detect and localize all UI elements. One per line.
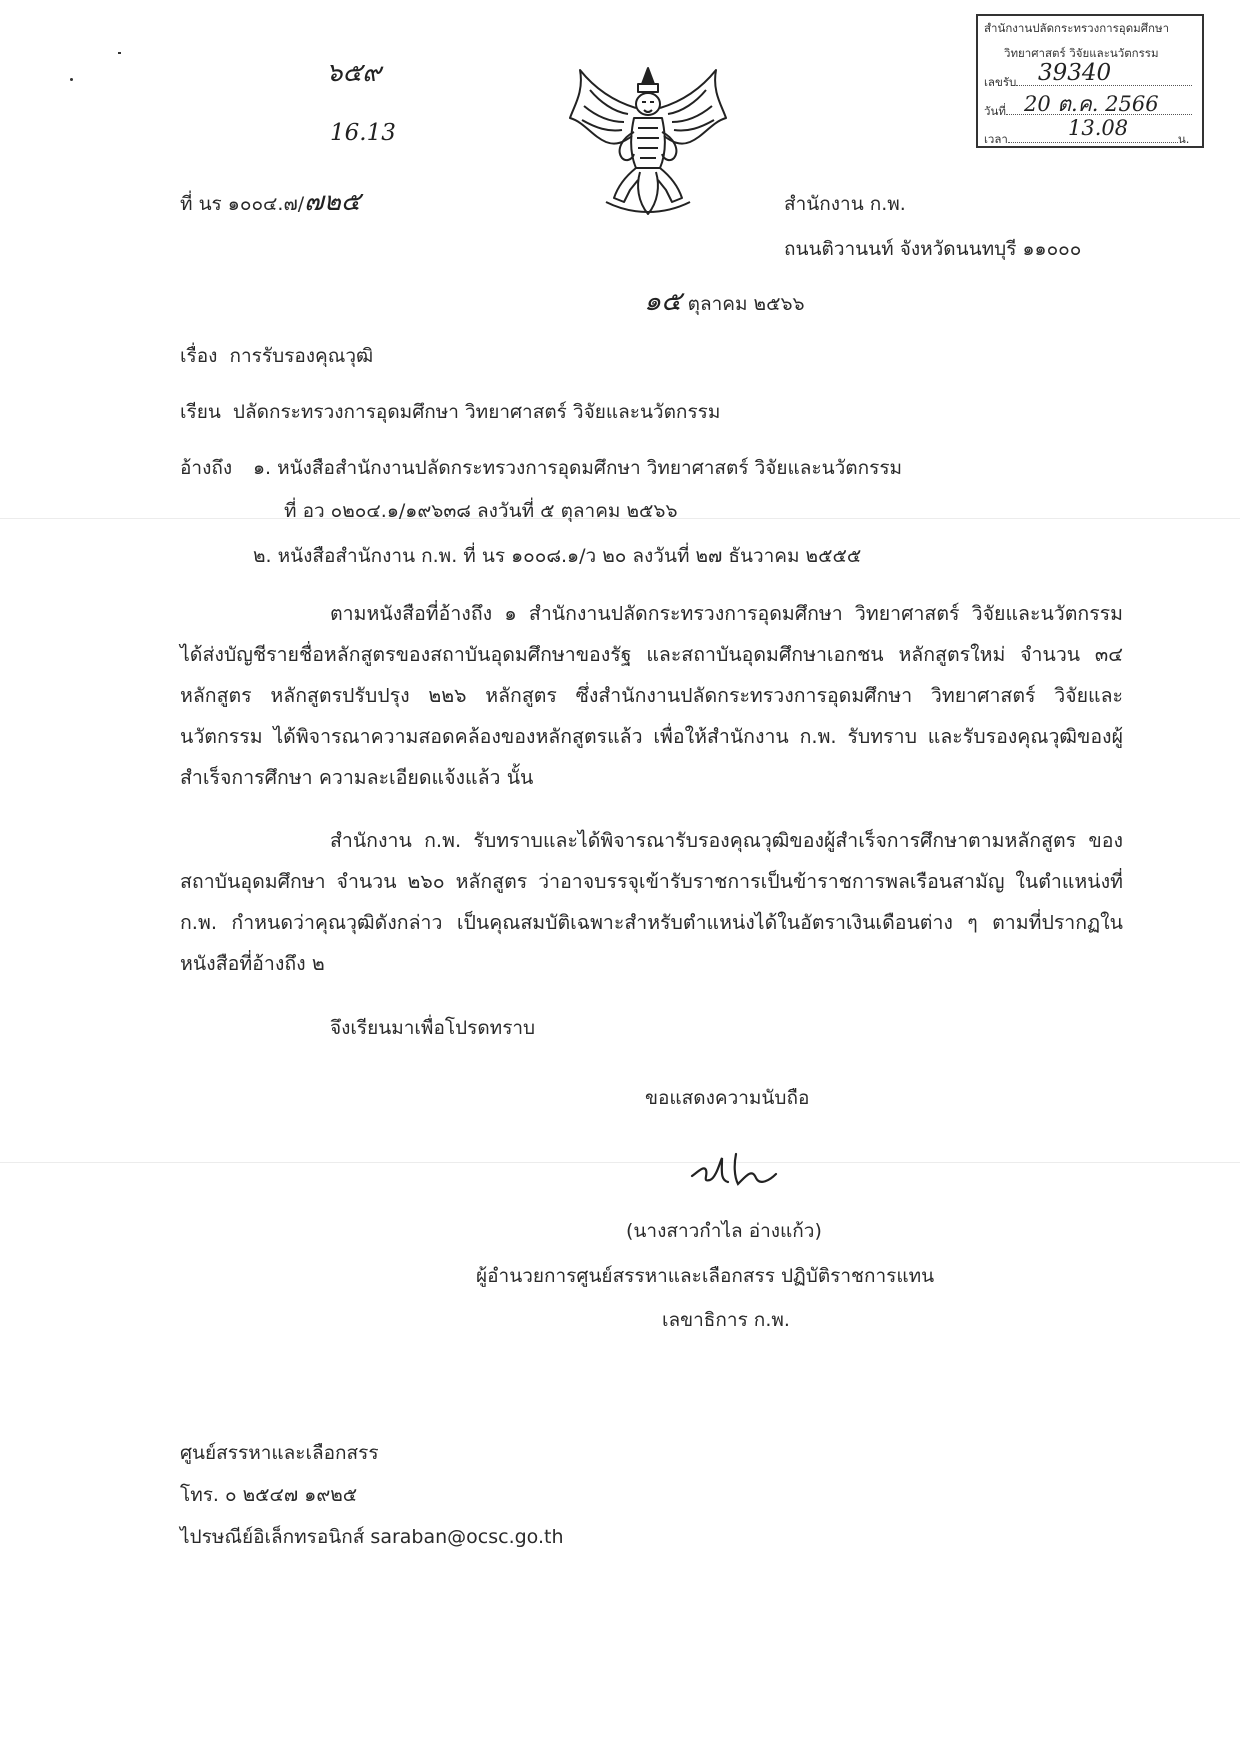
org-name: สำนักงาน ก.พ. <box>784 193 906 215</box>
ref-label: อ้างถึง <box>180 457 233 479</box>
doc-number-handwritten: ๗๒๕ <box>304 187 361 217</box>
subject-text: การรับรองคุณวุฒิ <box>229 345 374 367</box>
to-label: เรียน <box>180 401 221 423</box>
body-paragraph-1: ตามหนังสือที่อ้างถึง ๑ สำนักงานปลัดกระทรวงการอุดมศึกษา วิทยาศาสตร์ วิจัยและนวัตกรรม ได้ส่งบัญชีรายชื่อหลักสูตรของสถาบันอุดมศึกษาของรัฐ และสถาบันอุดมศึกษาเอกชน หลักสูตรใหม่ จำนวน ๓๔ หลักสูตร หลักสูตรปรับปรุง ๒๒๖ หลักสูตร ซึ่งสำนักงานปลัดกระทรวงการอุดมศึกษา วิทยาศาสตร์ วิจัยและนวัตกรรม ได้พิจารณาความสอดคล้องของหลักสูตรแล้ว เพื่อให้สำนักงาน ก.พ. รับทราบ และรับรองคุณวุฒิของผู้สำเร็จการศึกษา ความละเอียดแจ้งแล้ว นั้น <box>180 602 1123 789</box>
letter-date-rest: ตุลาคม ๒๕๖๖ <box>687 293 805 315</box>
footer-email[interactable]: ไปรษณีย์อิเล็กทรอนิกส์ saraban@ocsc.go.th <box>180 1526 564 1548</box>
subject-line <box>180 344 373 368</box>
ref1-line2: ที่ อว ๐๒๐๔.๑/๑๙๖๓๘ ลงวันที่ ๕ ตุลาคม ๒๕๖๖ <box>284 500 678 522</box>
scan-dot <box>70 78 73 81</box>
regards-line: ขอแสดงความนับถือ <box>645 1087 810 1109</box>
stamp-date-label: วันที่ <box>984 104 1006 118</box>
body-paragraph-2: สำนักงาน ก.พ. รับทราบและได้พิจารณารับรองคุณวุฒิของผู้สำเร็จการศึกษาตามหลักสูตร ของสถาบันอุดมศึกษา จำนวน ๒๖๐ หลักสูตร ว่าอาจบรรจุเข้ารับราชการเป็นข้าราชการพลเรือนสามัญ ในตำแหน่งที่ ก.พ. กำหนดว่าคุณวุฒิดังกล่าว เป็นคุณสมบัติเฉพาะสำหรับตำแหน่งได้ในอัตราเงินเดือนต่าง ๆ ตามที่ปรากฏในหนังสือที่อ้างถึง ๒ <box>180 829 1123 975</box>
footer-dept: ศูนย์สรรหาและเลือกสรร <box>180 1442 379 1464</box>
closing-line: จึงเรียนมาเพื่อโปรดทราบ <box>330 1017 536 1039</box>
handwritten-number: ๖๕๙ <box>326 58 382 88</box>
signatory-name: (นางสาวกำไล อ่างแก้ว) <box>626 1220 822 1242</box>
stamp-time-value: 13.08 <box>1068 116 1129 140</box>
stamp-time-unit: น. <box>1177 132 1190 146</box>
garuda-emblem-icon <box>566 62 730 220</box>
stamp-recv-value: 39340 <box>1038 60 1112 86</box>
scan-artifact <box>0 1162 1240 1163</box>
stamp-time-label: เวลา <box>984 132 1008 146</box>
stamp-recv-label: เลขรับ <box>984 75 1017 89</box>
doc-number: ที่ นร ๑๐๐๔.๗/๗๒๕ <box>180 187 361 217</box>
stamp-org-line2: วิทยาศาสตร์ วิจัยและนวัตกรรม <box>1004 46 1159 60</box>
subject-label: เรื่อง <box>180 345 218 367</box>
receiving-stamp <box>976 14 1204 148</box>
letter-date <box>644 286 805 317</box>
footer-phone: โทร. ๐ ๒๕๔๗ ๑๙๒๕ <box>180 1484 358 1506</box>
stamp-date-value: 20 ต.ค. 2566 <box>1024 92 1159 116</box>
signatory-title: เลขาธิการ ก.พ. <box>662 1309 790 1331</box>
org-address: ถนนติวานนท์ จังหวัดนนทบุรี ๑๑๐๐๐ <box>784 238 1082 260</box>
handwritten-time: 16.13 <box>330 120 396 146</box>
signature-icon <box>686 1140 792 1196</box>
ref2-line: ๒. หนังสือสำนักงาน ก.พ. ที่ นร ๑๐๐๘.๑/ว ๒๐ ลงวันที่ ๒๗ ธันวาคม ๒๕๕๕ <box>253 545 862 567</box>
scan-dot <box>118 52 121 54</box>
stamp-org-line1: สำนักงานปลัดกระทรวงการอุดมศึกษา <box>984 21 1170 35</box>
to-line <box>180 400 720 424</box>
ref1-line1: ๑. หนังสือสำนักงานปลัดกระทรวงการอุดมศึกษา วิทยาศาสตร์ วิจัยและนวัตกรรม <box>253 457 903 479</box>
signatory-position: ผู้อำนวยการศูนย์สรรหาและเลือกสรร ปฏิบัติราชการแทน <box>476 1265 935 1287</box>
letter-date-day: ๑๕ <box>644 286 682 317</box>
to-text: ปลัดกระทรวงการอุดมศึกษา วิทยาศาสตร์ วิจัยและนวัตกรรม <box>232 401 721 423</box>
